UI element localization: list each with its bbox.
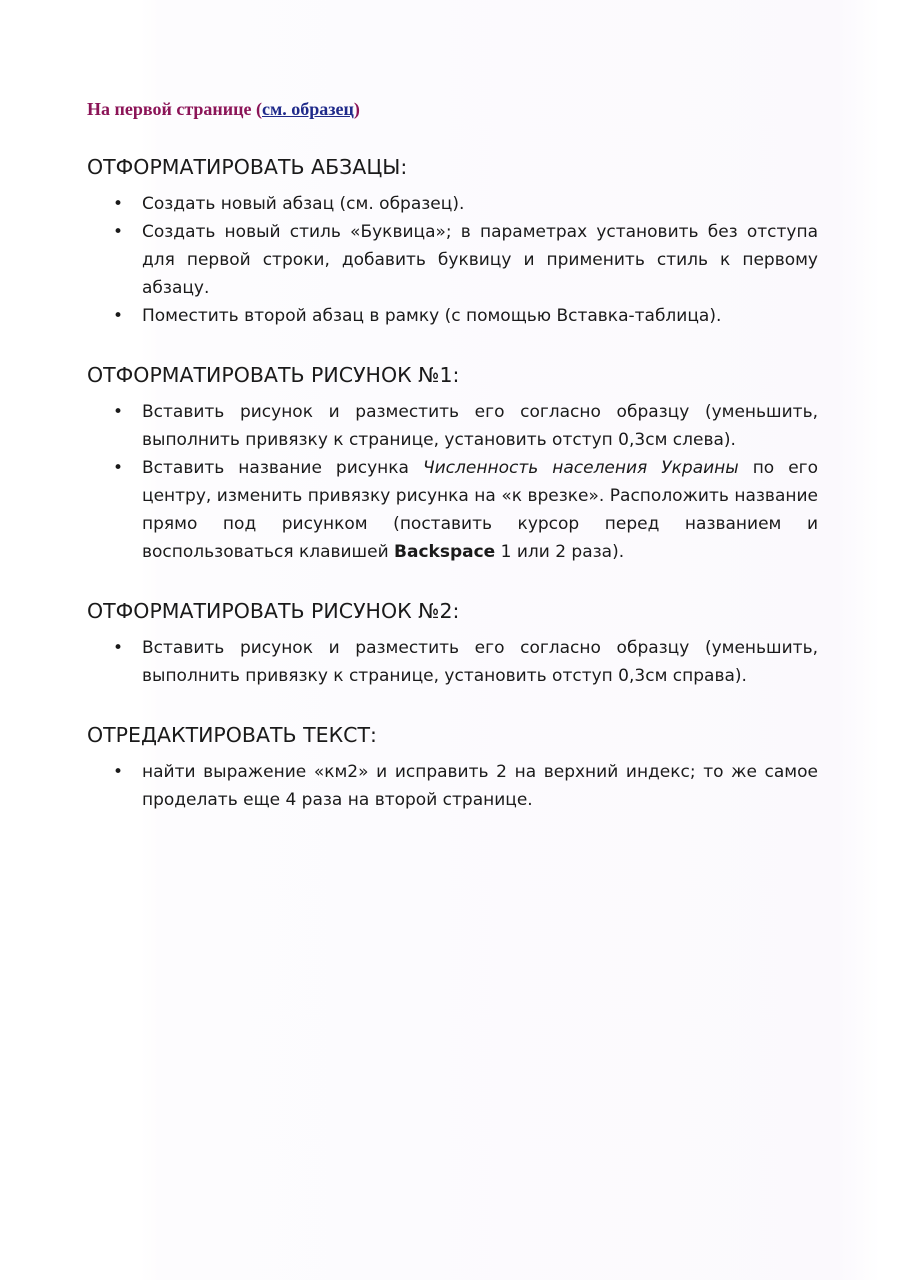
bullet-icon: • <box>113 402 124 422</box>
intro-suffix: ) <box>353 99 360 119</box>
intro-prefix: На первой странице ( <box>87 99 262 119</box>
sample-link[interactable]: см. образец <box>262 99 354 119</box>
bullet-list-picture-1 <box>87 398 818 566</box>
list-item-text-part: по его центру, изменить привязку рисунка на «к врезке». Расположить название прямо под рисунком (поставить курсор перед названием и воспользоваться клавишей <box>142 458 818 562</box>
intro-line <box>87 96 818 122</box>
list-item-text-part: Вставить название рисунка <box>142 458 423 478</box>
bullet-icon: • <box>113 222 124 242</box>
list-item <box>87 302 818 330</box>
list-item-text: Вставить рисунок и разместить его согласно образцу (уменьшить, выполнить привязку к странице, установить отступ 0,3см слева). <box>142 402 818 450</box>
list-item <box>87 398 818 454</box>
document-content <box>87 96 818 844</box>
list-item-text: найти выражение «км2» и исправить 2 на верхний индекс; то же самое проделать еще 4 раза на второй странице. <box>142 762 818 810</box>
section-title-picture-1: ОТФОРМАТИРОВАТЬ РИСУНОК №1: <box>87 363 460 387</box>
list-item <box>87 454 818 566</box>
bullet-icon: • <box>113 638 124 658</box>
list-item <box>87 758 818 814</box>
bullet-icon: • <box>113 762 124 782</box>
list-item-text-part: 1 или 2 раза). <box>495 542 625 562</box>
list-item-text: Создать новый стиль «Буквица»; в параметрах установить без отступа для первой строки, добавить буквицу и применить стиль к первому абзацу. <box>142 222 818 298</box>
section-title-picture-2: ОТФОРМАТИРОВАТЬ РИСУНОК №2: <box>87 599 460 623</box>
list-item-text: Создать новый абзац (см. образец). <box>142 194 465 214</box>
list-item <box>87 218 818 302</box>
section-title-paragraphs: ОТФОРМАТИРОВАТЬ АБЗАЦЫ: <box>87 155 408 179</box>
bullet-icon: • <box>113 194 124 214</box>
bullet-list-edit-text <box>87 758 818 814</box>
bullet-list-paragraphs <box>87 190 818 330</box>
list-item-text: Вставить рисунок и разместить его согласно образцу (уменьшить, выполнить привязку к странице, установить отступ 0,3см справа). <box>142 638 818 686</box>
list-item <box>87 634 818 690</box>
list-item-text: Поместить второй абзац в рамку (с помощью Вставка-таблица). <box>142 306 722 326</box>
bullet-list-picture-2 <box>87 634 818 690</box>
section-title-edit-text: ОТРЕДАКТИРОВАТЬ ТЕКСТ: <box>87 723 377 747</box>
backspace-key-bold: Backspace <box>394 542 496 562</box>
bullet-icon: • <box>113 306 124 326</box>
figure-caption-italic: Численность населения Украины <box>422 458 739 478</box>
list-item <box>87 190 818 218</box>
bullet-icon: • <box>113 458 124 478</box>
